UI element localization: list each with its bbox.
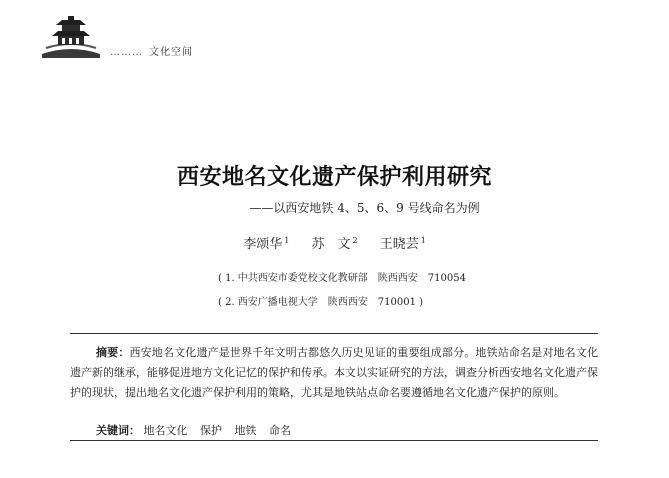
keyword: 保护 bbox=[200, 424, 222, 437]
keyword: 地铁 bbox=[234, 424, 257, 437]
article-title: 西安地名文化遗产保护利用研究 bbox=[176, 165, 492, 190]
article-subtitle: ——以西安地铁 4、5、6、9 号线命名为例 bbox=[249, 201, 480, 215]
author bbox=[311, 237, 357, 252]
divider-bottom bbox=[70, 440, 598, 441]
journal-logo-icon bbox=[40, 14, 102, 58]
author bbox=[380, 237, 426, 252]
column-label bbox=[110, 43, 193, 58]
affiliation-2: ( 2. 西安广播电视大学 陕西西安 710001 ) bbox=[218, 297, 424, 308]
author-name: 王晓芸 bbox=[379, 237, 419, 252]
author-list bbox=[0, 233, 669, 252]
affiliation-1: ( 1. 中共西安市委党校文化教研部 陕西西安 710054 bbox=[218, 273, 466, 284]
author-name: 苏 文 bbox=[311, 237, 351, 252]
keywords-label: 关键词： bbox=[96, 424, 140, 437]
keyword: 命名 bbox=[269, 424, 291, 437]
column-dots: ……… bbox=[110, 47, 143, 58]
keywords bbox=[96, 422, 300, 438]
author-affiliation-mark: 1 bbox=[420, 235, 426, 245]
author bbox=[243, 237, 289, 252]
keyword: 地名文化 bbox=[143, 424, 188, 437]
author-affiliation-mark: 1 bbox=[284, 235, 290, 245]
author-affiliation-mark: 2 bbox=[352, 235, 358, 245]
author-name: 李颂华 bbox=[243, 237, 283, 252]
abstract-label: 摘要： bbox=[96, 346, 130, 359]
column-name: 文化空间 bbox=[149, 47, 193, 58]
abstract bbox=[70, 343, 598, 403]
divider-top bbox=[70, 333, 598, 334]
abstract-text: 西安地名文化遗产是世界千年文明古都悠久历史见证的重要组成部分。地铁站命名是对地名文化遗产新的继承，能够促进地方文化记忆的保护和传承。本文以实证研究的方法，调查分析西安地名文化遗产保护的现状，提出地名文化遗产保护利用的策略，尤其是地铁站点命名要遵循地名文化遗产保护的原则。 bbox=[70, 346, 599, 399]
